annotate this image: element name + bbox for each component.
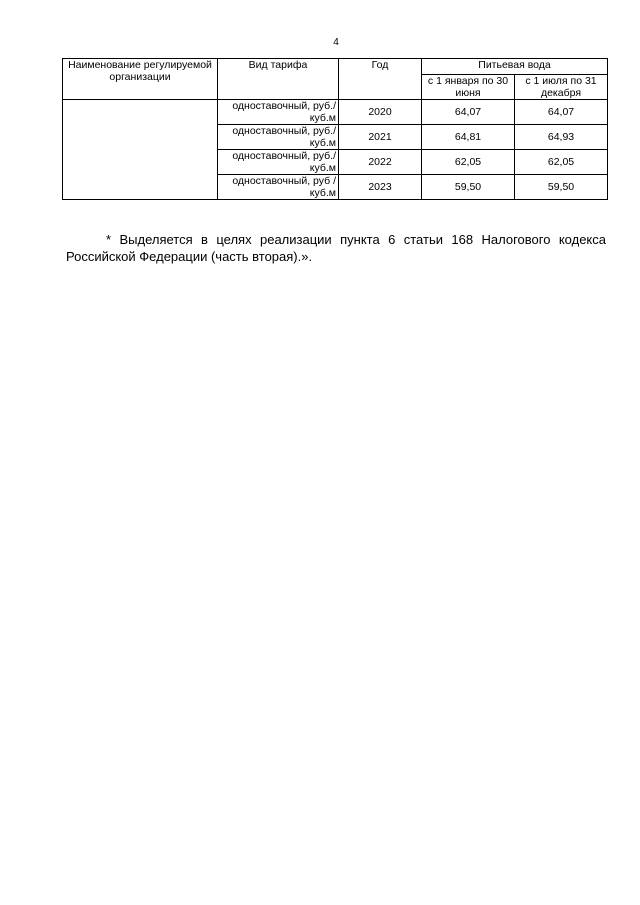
year-cell: 2021 bbox=[339, 125, 422, 150]
page-number: 4 bbox=[333, 37, 339, 48]
footnote: * Выделяется в целях реализации пункта 6 статьи 168 Налогового кодекса Российской Федерации (часть вторая).». bbox=[66, 232, 606, 264]
header-row bbox=[63, 59, 608, 75]
year-cell: 2022 bbox=[339, 150, 422, 175]
period-2-cell: 62,05 bbox=[515, 150, 608, 175]
year-cell: 2020 bbox=[339, 100, 422, 125]
year-cell: 2023 bbox=[339, 175, 422, 200]
period-1-header: с 1 января по 30 июня bbox=[422, 75, 515, 100]
tariff-cell: одноставочный, руб./куб.м bbox=[218, 125, 339, 150]
tariff-type-header: Вид тарифа bbox=[218, 59, 339, 100]
tariff-cell: одноставочный, руб./куб.м bbox=[218, 150, 339, 175]
period-1-cell: 59,50 bbox=[422, 175, 515, 200]
period-1-cell: 64,07 bbox=[422, 100, 515, 125]
year-header: Год bbox=[339, 59, 422, 100]
period-1-cell: 62,05 bbox=[422, 150, 515, 175]
tariff-table bbox=[62, 58, 608, 200]
period-2-cell: 64,93 bbox=[515, 125, 608, 150]
drinking-water-header: Питьевая вода bbox=[422, 59, 608, 75]
period-1-cell: 64,81 bbox=[422, 125, 515, 150]
organization-cell bbox=[63, 100, 218, 200]
period-2-header: с 1 июля по 31 декабря bbox=[515, 75, 608, 100]
tariff-cell: одноставочный, руб /куб.м bbox=[218, 175, 339, 200]
period-2-cell: 64,07 bbox=[515, 100, 608, 125]
tariff-cell: одноставочный, руб./куб.м bbox=[218, 100, 339, 125]
table-row bbox=[63, 100, 608, 125]
organization-header: Наименование регулируемой организации bbox=[63, 59, 218, 100]
period-2-cell: 59,50 bbox=[515, 175, 608, 200]
